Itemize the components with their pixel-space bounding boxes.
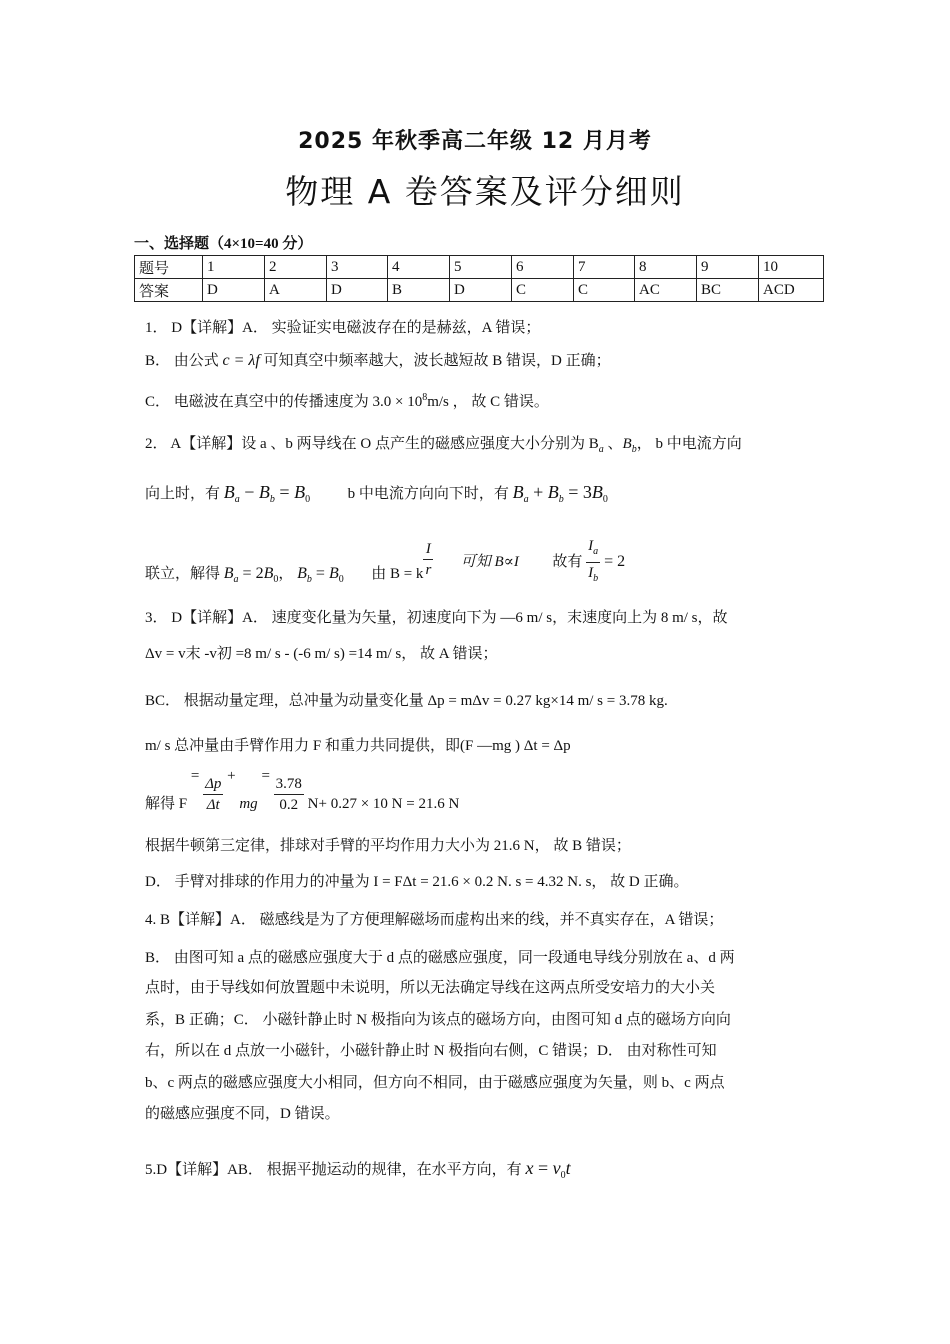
table-cell: 10 xyxy=(759,256,824,279)
answer-key-title: 物理 A 卷答案及评分细则 xyxy=(285,172,685,211)
text-span: 可知 B∝I xyxy=(460,553,519,570)
table-cell: ACD xyxy=(759,279,824,302)
table-cell: 9 xyxy=(697,256,759,279)
table-cell: BC xyxy=(697,279,759,302)
q5-line1: 5.D【详解】AB． 根据平抛运动的规律，在水平方向，有 $x = v_0t$ xyxy=(145,1158,571,1181)
section-heading: 一、选择题（4×10=40 分） xyxy=(134,236,313,252)
fraction: $\frac{I_a}{I_b}$ xyxy=(588,538,599,584)
q1-line3 xyxy=(145,390,549,411)
text-span: 解得 F xyxy=(145,796,188,812)
row-label: 题号 xyxy=(135,256,203,279)
table-cell: 2 xyxy=(265,256,327,279)
text-span: 故有 xyxy=(552,553,583,570)
q4-line4: 系，B 正确；C． 小磁针静止时 N 极指向为该点的磁场方向，由图可知 d 点的磁场方向向 xyxy=(145,1012,731,1028)
q3-line4: m/ s 总冲量由手臂作用力 F 和重力共同提供，即(F —mg ) Δt = Δp xyxy=(145,738,571,754)
q3-line3: BC． 根据动量定理，总冲量为动量变化量 Δp = mΔv = 0.27 kg×14 m/ s = 3.78 kg. xyxy=(145,693,668,709)
q4-line5: 右，所以在 d 点放一小磁针，小磁针静止时 N 极指向右侧，C 错误；D． 由对称性可知 xyxy=(145,1043,717,1059)
text-span: 可知真空中频率越大，波长越短故 B 错误，D 正确； xyxy=(259,353,611,369)
exponent: 8 xyxy=(422,392,428,403)
q3-line6: 根据牛顿第三定律，排球对手臂的平均作用力大小为 21.6 N， 故 B 错误； xyxy=(145,838,631,854)
table-cell: C xyxy=(512,279,574,302)
fraction: $\frac{I}{r}$ xyxy=(425,541,432,578)
table-cell: 5 xyxy=(450,256,512,279)
text-span: 5.D【详解】AB． 根据平抛运动的规律，在水平方向，有 xyxy=(145,1162,526,1178)
table-cell: 6 xyxy=(512,256,574,279)
table-cell: 3 xyxy=(327,256,388,279)
formula: c = λf xyxy=(222,352,260,369)
q3-line7: D． 手臂对排球的作用力的冲量为 I = FΔt = 21.6 × 0.2 N. s = 4.32 N. s， 故 D 正确。 xyxy=(145,874,689,890)
text-span: B． 由公式 xyxy=(145,353,223,369)
table-cell: AC xyxy=(635,279,697,302)
text-span: m/s ， 故 C 错误。 xyxy=(427,394,549,410)
q4-line3: 点时，由于导线如何放置题中未说明，所以无法确定导线在这两点所受安培力的大小关 xyxy=(145,980,716,996)
table-cell: D xyxy=(450,279,512,302)
q1-line2 xyxy=(145,349,611,370)
q2-line3: 联立，解得 $B_a = 2B_0$， $B_b = B_0$ 由 B = k $\frac{I}{r}$ 可知 B∝I 故有 $\frac{I_a}{I_b}$ = 2 xyxy=(145,536,625,589)
q4-line6: b、c 两点的磁感应强度大小相同，但方向不相同，由于磁感应强度为矢量，则 b、c 两点 xyxy=(145,1075,725,1091)
table-cell: 1 xyxy=(203,256,265,279)
q4-line7: 的磁感应强度不同，D 错误。 xyxy=(145,1106,340,1122)
table-cell: B xyxy=(388,279,450,302)
table-cell: C xyxy=(574,279,635,302)
table-cell: 4 xyxy=(388,256,450,279)
fraction: $\frac{\Delta p}{\Delta t}$ xyxy=(205,776,222,813)
answer-table xyxy=(134,255,824,302)
text-span: N+ 0.27 × 10 N = 21.6 N xyxy=(307,796,460,812)
q3-line2: Δv = v末 -v初 =8 m/ s - (-6 m/ s) =14 m/ s， 故 A 错误； xyxy=(145,646,498,662)
table-row xyxy=(135,256,824,279)
q3-line1: 3． D【详解】A． 速度变化量为矢量，初速度向下为 —6 m/ s，末速度向上为 8 m/ s，故 xyxy=(145,610,728,626)
text-span: 2． A【详解】设 a 、b 两导线在 O 点产生的磁感应强度大小分别为 B xyxy=(145,436,599,452)
text-span: b 中电流方向向下时，有 xyxy=(347,486,513,502)
q3-line5: 解得 F = $\frac{\Delta p}{\Delta t}$ + mg = $\frac{3.78}{0.2}$ N+ 0.27 × 10 N = 21.6 N xyxy=(145,768,460,813)
table-cell: D xyxy=(203,279,265,302)
table-row xyxy=(135,279,824,302)
text-span: 由 B = k xyxy=(371,566,424,582)
text-span: ， b 中电流方向 xyxy=(636,436,742,452)
table-cell: 8 xyxy=(635,256,697,279)
fraction-numerator: 3.78 xyxy=(274,774,304,795)
text-span: C． 电磁波在真空中的传播速度为 3.0 × 10 xyxy=(145,394,423,410)
text-span: 联立，解得 xyxy=(145,566,224,582)
table-cell: D xyxy=(327,279,388,302)
fraction-denominator: 0.2 xyxy=(279,797,299,813)
q2-line2: 向上时，有 $B_a - B_b = B_0$ b 中电流方向向下时，有 $B_a + B_b = 3B_0$ xyxy=(145,482,608,505)
row-label: 答案 xyxy=(135,279,203,302)
text-span: 向上时，有 xyxy=(145,486,224,502)
table-cell: 7 xyxy=(574,256,635,279)
q1-line1: 1． D【详解】A． 实验证实电磁波存在的是赫兹，A 错误； xyxy=(145,320,541,336)
q4-line1: 4. B【详解】A． 磁感线是为了方便理解磁场而虚构出来的线，并不真实存在，A 错误； xyxy=(145,912,724,928)
exam-title: 2025 年秋季高二年级 12 月月考 xyxy=(298,129,652,154)
q4-line2: B． 由图可知 a 点的磁感应强度大于 d 点的磁感应强度，同一段通电导线分别放在 a、d 两 xyxy=(145,950,735,966)
q2-line1: 2． A【详解】设 a 、b 两导线在 O 点产生的磁感应强度大小分别为 $B_a$ 、$B_b$， b 中电流方向 xyxy=(145,436,742,455)
table-cell: A xyxy=(265,279,327,302)
fraction xyxy=(274,774,304,815)
